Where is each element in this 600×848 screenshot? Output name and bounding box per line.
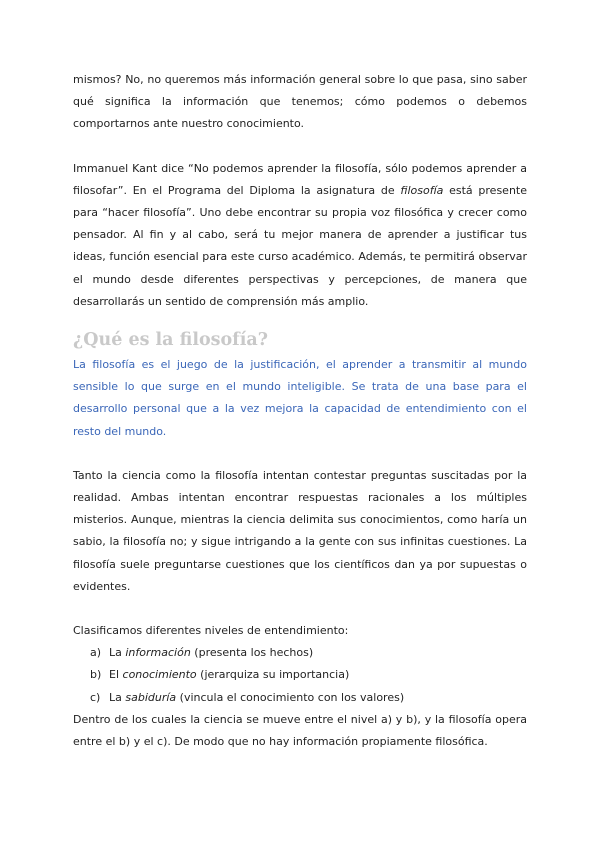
list-term: información bbox=[125, 646, 191, 660]
list-article: La bbox=[109, 690, 126, 704]
list-article: El bbox=[109, 668, 123, 682]
list-item bbox=[73, 687, 527, 709]
list-rest: (vincula el conocimiento con los valores) bbox=[176, 690, 405, 704]
list-marker: a) bbox=[90, 646, 102, 660]
list-marker: b) bbox=[90, 668, 102, 682]
paragraph-ciencia: Tanto la ciencia como la filosofía intentan contestar preguntas suscitadas por la realidad. Ambas intentan encontrar respuestas racionales a los múltiples misterios. Aunque, mientras la ciencia delimita sus conocimientos, como haría un sabio, la filosofía no; y sigue intrigando a la gente con sus infinitas cuestiones. La filosofía suele preguntarse cuestiones que los científicos dan ya por supuestas o evidentes. bbox=[73, 468, 527, 593]
kant-text-a: Immanuel Kant dice “No podemos aprender la filosofía, sólo podemos aprender a filosofar”. En el Programa del Diploma la asignatura de bbox=[73, 161, 527, 197]
list-rest: (jerarquiza su importancia) bbox=[196, 668, 350, 682]
kant-emphasis: filosofía bbox=[400, 183, 444, 197]
list-item bbox=[73, 664, 527, 686]
kant-text-b: está presente para “hacer filosofía”. Uno debe encontrar su propia voz filosófica y crecer como pensador. Al fin y al cabo, será tu mejor manera de aprender a justificar tus ideas, función esencial para este curso académico. Además, te permitirá observar el mundo desde diferentes perspectivas y percepciones, de manera que desarrollarás un sentido de comprensión más amplio. bbox=[73, 183, 527, 308]
section-heading: ¿Qué es la filosofía? bbox=[73, 330, 268, 351]
list-rest: (presenta los hechos) bbox=[190, 646, 314, 660]
list-item bbox=[73, 642, 527, 664]
list-article: La bbox=[109, 646, 126, 660]
list-term: conocimiento bbox=[122, 668, 197, 682]
paragraph-dentro: Dentro de los cuales la ciencia se mueve entre el nivel a) y b), y la filosofía opera entre el b) y el c). De modo que no hay información propiamente filosófica. bbox=[73, 712, 527, 749]
list-marker: c) bbox=[90, 690, 101, 704]
intro-paragraph: La filosofía es el juego de la justificación, el aprender a transmitir al mundo sensible lo que surge en el mundo inteligible. Se trata de una base para el desarrollo personal que a la vez mejora la capacidad de entendimiento con el resto del mundo. bbox=[73, 358, 527, 438]
page-content bbox=[73, 69, 527, 753]
paragraph-clasificamos: Clasificamos diferentes niveles de entendimiento: bbox=[73, 624, 349, 638]
levels-list bbox=[73, 642, 527, 709]
list-term: sabiduría bbox=[125, 690, 177, 704]
paragraph-1: mismos? No, no queremos más información general sobre lo que pasa, sino saber qué significa la información que tenemos; cómo podemos o debemos comportarnos ante nuestro conocimiento. bbox=[73, 73, 527, 131]
paragraph-kant bbox=[73, 158, 527, 313]
